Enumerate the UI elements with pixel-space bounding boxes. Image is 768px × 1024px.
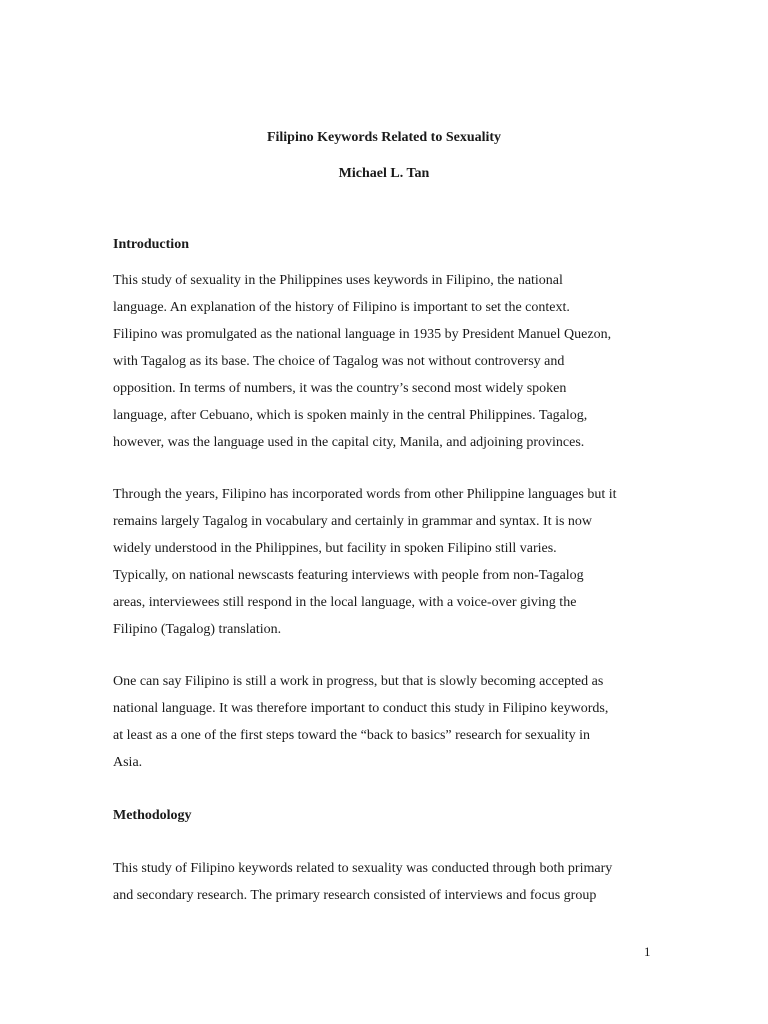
text-line: One can say Filipino is still a work in progress, but that is slowly becoming accepted as: [113, 674, 604, 689]
paragraph: [113, 481, 673, 643]
section-heading-introduction: Introduction: [113, 237, 189, 252]
paragraph: [113, 855, 673, 909]
text-line: Typically, on national newscasts featuring interviews with people from non-Tagalog: [113, 568, 584, 583]
text-line: Asia.: [113, 755, 143, 770]
text-line: Through the years, Filipino has incorporated words from other Philippine languages but it: [113, 487, 617, 502]
text-line: however, was the language used in the capital city, Manila, and adjoining provinces.: [113, 435, 585, 450]
text-line: opposition. In terms of numbers, it was the country’s second most widely spoken: [113, 381, 567, 396]
text-line: remains largely Tagalog in vocabulary and certainly in grammar and syntax. It is now: [113, 514, 593, 529]
paragraph: [113, 668, 673, 776]
text-line: This study of Filipino keywords related to sexuality was conducted through both primary: [113, 861, 613, 876]
text-line: language, after Cebuano, which is spoken mainly in the central Philippines. Tagalog,: [113, 408, 588, 423]
document-title: Filipino Keywords Related to Sexuality: [266, 130, 502, 145]
paragraph: [113, 267, 673, 456]
text-line: areas, interviewees still respond in the local language, with a voice-over giving the: [113, 595, 577, 610]
text-line: national language. It was therefore important to conduct this study in Filipino keywords,: [113, 701, 609, 716]
text-line: Filipino was promulgated as the national language in 1935 by President Manuel Quezon,: [113, 327, 612, 342]
text-line: language. An explanation of the history of Filipino is important to set the context.: [113, 300, 570, 315]
text-line: widely understood in the Philippines, but facility in spoken Filipino still varies.: [113, 541, 557, 556]
page-number: 1: [644, 944, 651, 959]
text-line: at least as a one of the first steps toward the “back to basics” research for sexuality in: [113, 728, 590, 743]
author-name: Michael L. Tan: [338, 166, 430, 181]
text-line: with Tagalog as its base. The choice of Tagalog was not without controversy and: [113, 354, 565, 369]
text-line: and secondary research. The primary research consisted of interviews and focus group: [113, 888, 597, 903]
text-line: This study of sexuality in the Philippines uses keywords in Filipino, the national: [113, 273, 563, 288]
section-heading-methodology: Methodology: [113, 808, 192, 823]
text-line: Filipino (Tagalog) translation.: [113, 622, 282, 637]
